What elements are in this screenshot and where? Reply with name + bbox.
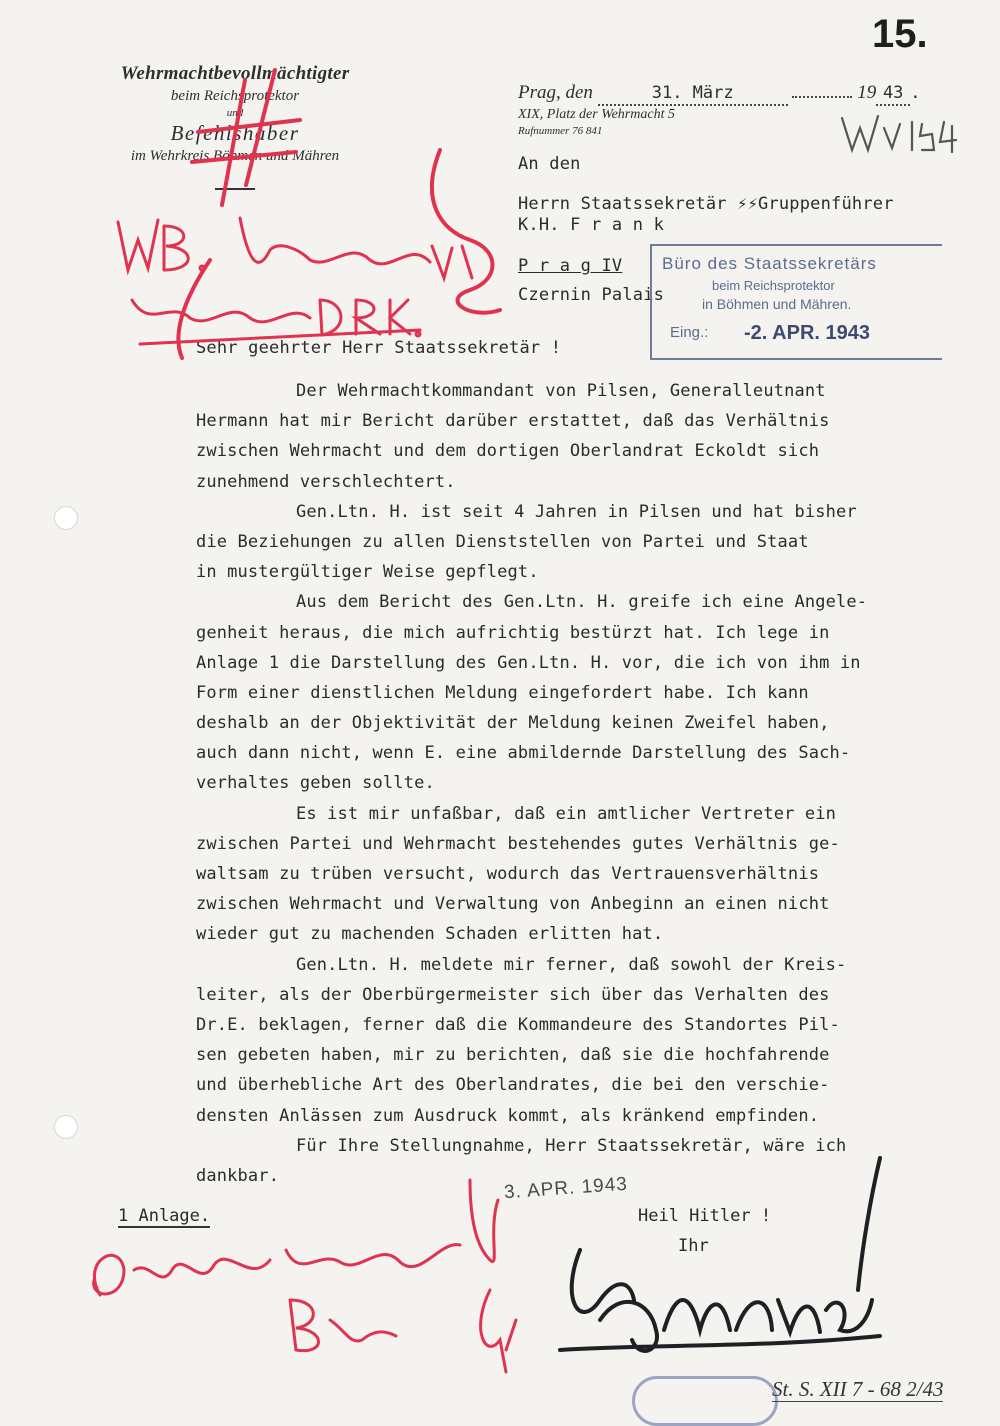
body-line: und überhebliche Art des Oberlandrates, die bei den verschie-: [196, 1075, 830, 1096]
dateline: Prag, den 31. März 19 43 .: [518, 82, 948, 106]
red-handwriting-top: [118, 218, 472, 278]
recipient-line-2: Herrn Staatssekretär ⚡⚡Gruppenführer: [518, 194, 894, 214]
dateline-year-prefix: 19: [857, 82, 877, 103]
body-line: dankbar.: [196, 1165, 280, 1186]
letterhead-role: Befehlshaber: [170, 121, 300, 145]
body-line: Hermann hat mir Bericht darüber erstattet, daß das Verhältnis: [196, 411, 830, 432]
enclosure-note: [118, 1206, 210, 1226]
registry-number-text: St. S. XII 7 - 68 2/43: [772, 1377, 944, 1401]
recipient-line-1: An den: [518, 154, 581, 174]
stamp-office-2: beim Reichsprotektor: [712, 278, 835, 293]
body-line: verhaltes geben sollte.: [196, 773, 435, 794]
recipient-city: P r a g IV: [518, 256, 623, 276]
stamp-office-3: in Böhmen und Mähren.: [702, 296, 852, 312]
body-line: Es ist mir unfaßbar, daß ein amtlicher Vertreter ein: [296, 803, 837, 824]
body-line: deshalb an der Objektivität der Meldung keinen Zweifel haben,: [196, 713, 830, 734]
body-line: Gen.Ltn. H. meldete mir ferner, daß sowohl der Kreis-: [296, 954, 847, 975]
body-line: wieder gut zu machenden Schaden erlitten hat.: [196, 924, 664, 945]
body-line: waltsam zu trüben versucht, wodurch das Vertrauensverhältnis: [196, 864, 820, 884]
closing: [638, 1201, 771, 1261]
enclosure-text: 1 Anlage.: [118, 1206, 211, 1226]
body-line: die Beziehungen zu allen Dienststellen von Partei und Staat: [196, 531, 809, 552]
body-line: sen gebeten haben, mir zu berichten, daß sie die hochfahrende: [196, 1045, 830, 1066]
dateline-day-month: 31. März: [651, 83, 734, 103]
dateline-place: Prag, den: [518, 82, 593, 103]
body-line: zwischen Wehrmacht und Verwaltung von Anbeginn an einen nicht: [196, 894, 830, 915]
body-line: leiter, als der Oberbürgermeister sich über das Verhalten des: [196, 984, 830, 1005]
letterhead-subtitle: beim Reichsprotektor: [170, 88, 300, 104]
body-line: Aus dem Bericht des Gen.Ltn. H. greife ich eine Angele-: [296, 592, 868, 613]
body-line: auch dann nicht, wenn E. eine abmildernde Darstellung des Sach-: [196, 743, 851, 764]
salutation: Sehr geehrter Herr Staatssekretär !: [196, 338, 562, 358]
stamp-office: Büro des Staatssekretärs: [662, 254, 877, 273]
page-number: 15.: [872, 12, 928, 56]
closing-line-2: Ihr: [678, 1236, 709, 1256]
received-stamp: [650, 244, 942, 360]
letterhead-region: im Wehrkreis Böhmen und Mähren: [130, 148, 340, 164]
body-line: Anlage 1 die Darstellung des Gen.Ltn. H. vor, die ich von ihm in: [196, 652, 861, 673]
stamp-label: Eing.:: [670, 324, 709, 341]
sender-address: XIX, Platz der Wehrmacht 5: [518, 107, 675, 122]
body-line: Dr.E. beklagen, ferner daß die Kommandeure des Standortes Pil-: [196, 1014, 840, 1035]
body-line: zwischen Wehrmacht und dem dortigen Oberlandrat Eckoldt sich: [196, 441, 820, 462]
body-line: Für Ihre Stellungnahme, Herr Staatssekretär, wäre ich: [296, 1135, 847, 1156]
punch-hole: [54, 1115, 78, 1139]
body-line: zwischen Partei und Wehrmacht bestehendes gutes Verhältnis ge-: [196, 833, 840, 854]
dateline-year-suffix: 43: [882, 83, 904, 103]
body-line: Gen.Ltn. H. ist seit 4 Jahren in Pilsen und hat bisher: [296, 501, 857, 522]
punch-hole: [54, 506, 78, 530]
letterhead: [80, 62, 390, 190]
letter-body: [196, 376, 976, 1191]
body-line: genheit heraus, die mich aufrichtig bestürzt hat. Ich lege in: [196, 622, 830, 643]
body-line: in mustergültiger Weise gepflegt.: [196, 562, 539, 583]
stamp-date: -2. APR. 1943: [744, 322, 870, 344]
registry-stamp-oval: [632, 1376, 778, 1426]
recipient-building: Czernin Palais: [518, 285, 665, 305]
letterhead-conjunction: und: [226, 107, 244, 119]
letterhead-title: Wehrmachtbevollmächtigter: [120, 63, 350, 84]
body-line: Der Wehrmachtkommandant von Pilsen, Generalleutnant: [296, 381, 826, 401]
body-line: densten Anlässen zum Ausdruck kommt, als kränkend empfinden.: [196, 1105, 820, 1126]
body-line: zunehmend verschlechtert.: [196, 471, 456, 492]
body-line: Form einer dienstlichen Meldung eingefordert habe. Ich kann: [196, 682, 809, 703]
recipient-name: K.H. F r a n k: [518, 215, 665, 235]
sender-phone: Rufnummer 76 841: [518, 125, 603, 137]
letterhead-rule: [215, 188, 255, 190]
dateline-block: [518, 82, 948, 138]
registry-number: [772, 1377, 943, 1402]
closing-line-1: Heil Hitler !: [638, 1206, 772, 1226]
date-stamp: 3. APR. 1943: [503, 1173, 629, 1204]
